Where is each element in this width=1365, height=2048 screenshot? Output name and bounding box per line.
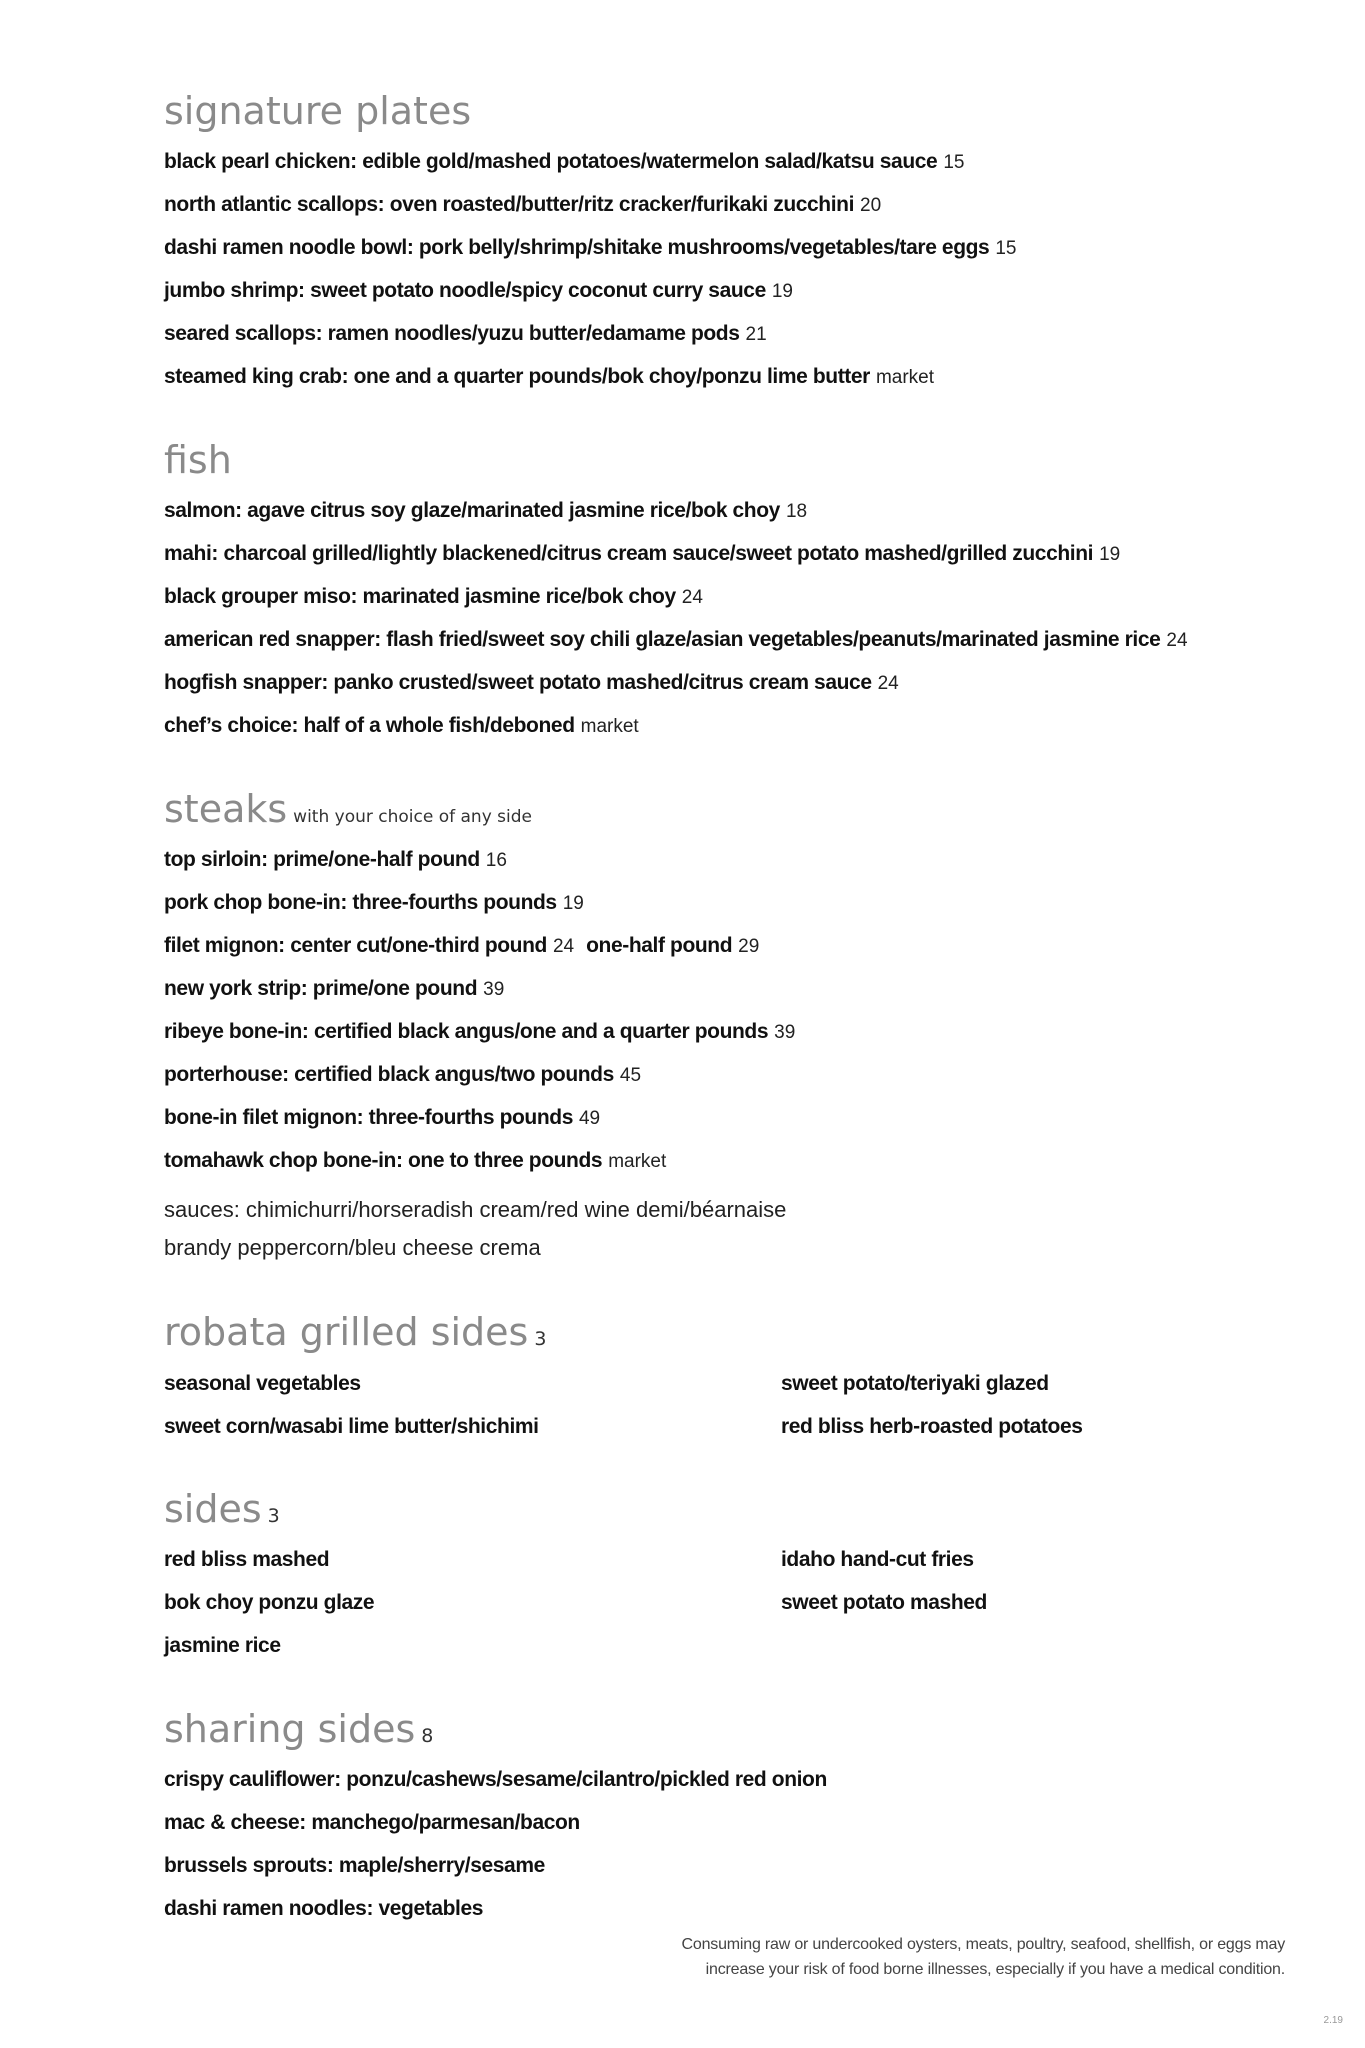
item-price: 20 [860,195,882,216]
section-title-text: sharing sides [164,1707,416,1751]
sauces-line: sauces: chimichurri/horseradish cream/red wine demi/béarnaise [164,1197,787,1222]
section-title-signature-plates [164,89,472,133]
item-price: market [608,1151,667,1172]
side-item: jasmine rice [164,1634,281,1657]
item-name: steamed king crab: one and a quarter pounds/bok choy/ponzu lime butter [164,365,870,388]
item-price: 21 [745,324,767,345]
menu-item [164,237,1016,258]
menu-item [164,672,899,693]
food-safety-disclaimer [682,1932,1285,1982]
menu-item [164,849,507,870]
menu-item [164,500,807,521]
menu-item [164,1021,795,1042]
section-title-text: robata grilled sides [164,1310,529,1354]
side-item: sweet potato mashed [781,1591,987,1614]
item-price: market [580,716,639,737]
item-name: hogfish snapper: panko crusted/sweet potato mashed/citrus cream sauce [164,671,872,694]
item-name: top sirloin: prime/one-half pound [164,848,480,871]
menu-item [164,935,759,956]
side-item: mac & cheese: manchego/parmesan/bacon [164,1811,580,1834]
side-item: red bliss mashed [164,1548,330,1571]
menu-item [164,892,584,913]
item-name: salmon: agave citrus soy glaze/marinated jasmine rice/bok choy [164,499,780,522]
menu-item [164,629,1188,650]
item-name: new york strip: prime/one pound [164,977,478,1000]
item-name: bone-in filet mignon: three-fourths pounds [164,1106,573,1129]
item-price: 19 [562,893,584,914]
section-price: 3 [534,1328,547,1350]
sauces-line: brandy peppercorn/bleu cheese crema [164,1235,541,1260]
section-title-text: steaks [164,787,288,831]
item-name: mahi: charcoal grilled/lightly blackened/citrus cream sauce/sweet potato mashed/grilled zucchini [164,542,1094,565]
item-name: porterhouse: certified black angus/two pounds [164,1063,614,1086]
item-price: 24 [1166,630,1188,651]
section-title-text: signature plates [164,89,472,133]
side-item: dashi ramen noodles: vegetables [164,1897,484,1920]
section-title-robata [164,1310,547,1354]
item-name: north atlantic scallops: oven roasted/butter/ritz cracker/furikaki zucchini [164,193,855,216]
section-title-sides [164,1487,280,1531]
menu-item [164,323,767,344]
menu-item [164,586,703,607]
menu-item [164,1150,666,1171]
section-title-text: sides [164,1487,262,1531]
item-price-alt: 29 [738,936,760,957]
section-price: 8 [421,1725,434,1747]
item-name-alt: one-half pound [586,934,733,957]
item-price: market [875,367,935,388]
section-title-sharing-sides [164,1707,434,1751]
item-price: 49 [578,1108,601,1129]
item-price: 15 [943,152,965,173]
page-number: 2.19 [1323,2015,1343,2026]
disclaimer-line: Consuming raw or undercooked oysters, meats, poultry, seafood, shellfish, or eggs may [681,1936,1285,1953]
item-price: 19 [771,281,793,302]
section-note: with your choice of any side [293,807,533,827]
side-item: red bliss herb-roasted potatoes [781,1415,1083,1438]
side-item: bok choy ponzu glaze [164,1591,375,1614]
section-title-steaks [164,787,533,831]
item-price: 24 [681,587,703,608]
item-name: filet mignon: center cut/one-third pound [164,934,547,957]
menu-item [164,978,504,999]
item-name: seared scallops: ramen noodles/yuzu butter/edamame pods [164,322,740,345]
item-name: dashi ramen noodle bowl: pork belly/shrimp/shitake mushrooms/vegetables/tare eggs [164,236,990,259]
menu-item [164,151,964,172]
item-price: 45 [619,1065,642,1086]
side-item: brussels sprouts: maple/sherry/sesame [164,1854,545,1877]
side-item: idaho hand-cut fries [781,1548,974,1571]
item-name: american red snapper: flash fried/sweet soy chili glaze/asian vegetables/peanuts/marinated jasmine rice [164,628,1161,651]
menu-item [164,715,639,736]
item-price: 15 [995,238,1017,259]
item-price: 16 [485,850,507,871]
item-price: 24 [552,936,575,957]
side-item: crispy cauliflower: ponzu/cashews/sesame/cilantro/pickled red onion [164,1768,827,1791]
disclaimer-line: increase your risk of food borne illnesses, especially if you have a medical condition. [705,1961,1285,1978]
item-price: 19 [1099,544,1121,565]
section-title-fish [164,438,232,482]
section-title-text: fish [164,438,232,482]
item-name: chef’s choice: half of a whole fish/deboned [164,714,575,737]
item-name: black grouper miso: marinated jasmine rice/bok choy [164,585,676,608]
side-item: seasonal vegetables [164,1372,361,1395]
item-price: 39 [774,1022,796,1043]
item-name: tomahawk chop bone-in: one to three pounds [164,1149,603,1172]
item-price: 24 [877,673,899,694]
menu-item [164,194,881,215]
menu-item [164,1064,641,1085]
side-item: sweet potato/teriyaki glazed [781,1372,1049,1395]
item-price: 39 [483,979,505,1000]
menu-item [164,366,934,387]
item-name: ribeye bone-in: certified black angus/one and a quarter pounds [164,1020,769,1043]
menu-item [164,280,793,301]
item-price: 18 [785,501,808,522]
item-name: pork chop bone-in: three-fourths pounds [164,891,557,914]
side-item: sweet corn/wasabi lime butter/shichimi [164,1415,539,1438]
menu-item [164,543,1120,564]
section-price: 3 [267,1505,280,1527]
menu-item [164,1107,600,1128]
item-name: black pearl chicken: edible gold/mashed potatoes/watermelon salad/katsu sauce [164,150,938,173]
item-name: jumbo shrimp: sweet potato noodle/spicy coconut curry sauce [164,279,766,302]
